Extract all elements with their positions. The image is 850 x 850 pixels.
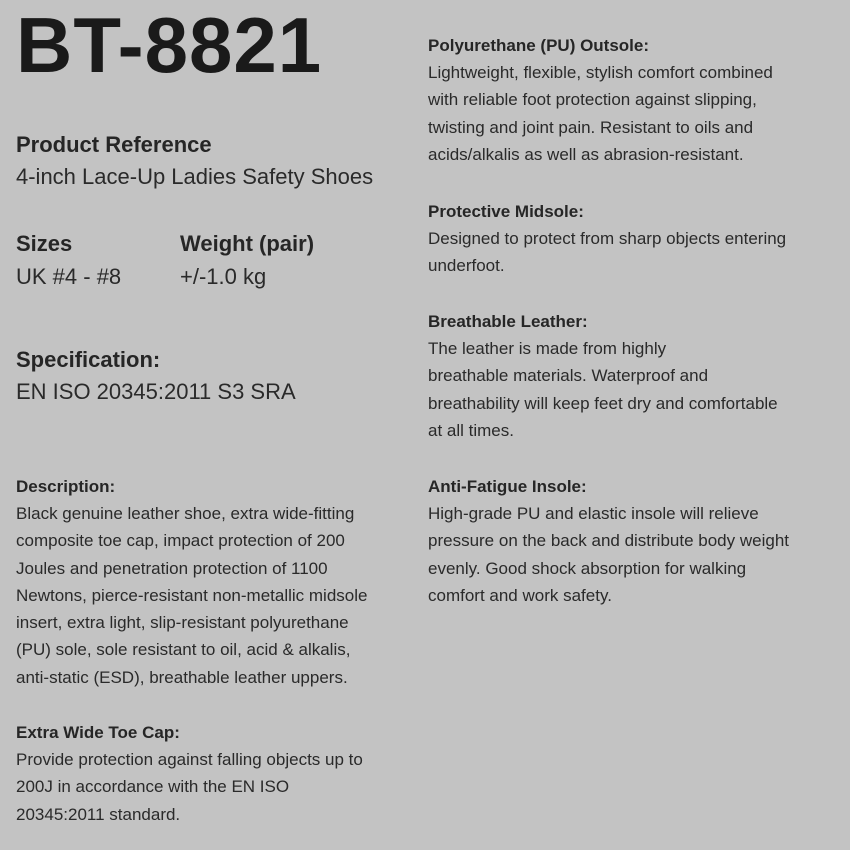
text-line: underfoot.	[428, 256, 505, 276]
product-code: BT-8821	[16, 1, 323, 89]
text-line: with reliable foot protection against slipping,	[428, 90, 757, 110]
weight-value: +/-1.0 kg	[180, 264, 267, 289]
text-line: anti-static (ESD), breathable leather uppers.	[16, 667, 348, 687]
text-line: breathable materials. Waterproof and	[428, 366, 709, 386]
text-line: Provide protection against falling objects up to	[16, 750, 363, 769]
text-line: 20345:2011 standard.	[16, 804, 181, 824]
description-heading: Description:	[16, 477, 116, 496]
text-line: Designed to protect from sharp objects entering	[428, 229, 787, 248]
description-section	[16, 476, 367, 691]
text-line: insert, extra light, slip-resistant polyurethane	[16, 613, 349, 633]
text-line: Newtons, pierce-resistant non-metallic midsole	[16, 585, 368, 605]
cropped-top-text	[428, 0, 608, 2]
text-line: Lightweight, flexible, stylish comfort combined	[428, 63, 773, 82]
outsole-text	[428, 59, 773, 168]
sizes-heading: Sizes	[16, 231, 73, 256]
weight-heading: Weight (pair)	[180, 231, 315, 256]
text-line: twisting and joint pain. Resistant to oils and	[428, 117, 754, 137]
specification-value: EN ISO 20345:2011 S3 SRA	[16, 379, 296, 404]
outsole-heading: Polyurethane (PU) Outsole:	[428, 36, 650, 55]
leather-section	[428, 311, 778, 444]
product-reference-heading: Product Reference	[16, 132, 212, 157]
text-line: acids/alkalis as well as abrasion-resistant.	[428, 144, 744, 164]
outsole-section	[428, 35, 773, 168]
sizes-weight-section	[16, 230, 314, 291]
specification-heading: Specification:	[16, 347, 161, 372]
text-line: Joules and penetration protection of 1100	[16, 558, 328, 578]
text-line: pressure on the back and distribute body weight	[428, 531, 790, 551]
midsole-heading: Protective Midsole:	[428, 202, 584, 221]
text-line: High-grade PU and elastic insole will relieve	[428, 504, 759, 523]
text-line: 200J in accordance with the EN ISO	[16, 777, 290, 797]
text-line: Black genuine leather shoe, extra wide-fitting	[16, 504, 355, 523]
leather-text	[428, 335, 778, 444]
toe-cap-section	[16, 722, 363, 828]
text-line: at all times.	[428, 420, 514, 440]
leather-heading: Breathable Leather:	[428, 312, 588, 331]
insole-section	[428, 476, 789, 609]
description-text	[16, 500, 367, 691]
text-line: The leather is made from highly	[428, 339, 667, 358]
product-reference-section	[16, 131, 373, 191]
midsole-section	[428, 201, 786, 280]
text-line: breathability will keep feet dry and comfortable	[428, 393, 778, 413]
text-line: comfort and work safety.	[428, 585, 612, 605]
text-line: (PU) sole, sole resistant to oil, acid & alkalis,	[16, 640, 351, 660]
text-line: evenly. Good shock absorption for walking	[428, 558, 747, 578]
specification-section	[16, 346, 296, 406]
midsole-text	[428, 225, 786, 280]
text-line: composite toe cap, impact protection of 200	[16, 531, 345, 551]
toe-cap-heading: Extra Wide Toe Cap:	[16, 723, 180, 742]
insole-text	[428, 500, 789, 609]
sizes-value: UK #4 - #8	[16, 264, 122, 289]
toe-cap-text	[16, 746, 363, 828]
insole-heading: Anti-Fatigue Insole:	[428, 477, 587, 496]
product-reference-value: 4-inch Lace-Up Ladies Safety Shoes	[16, 164, 374, 189]
